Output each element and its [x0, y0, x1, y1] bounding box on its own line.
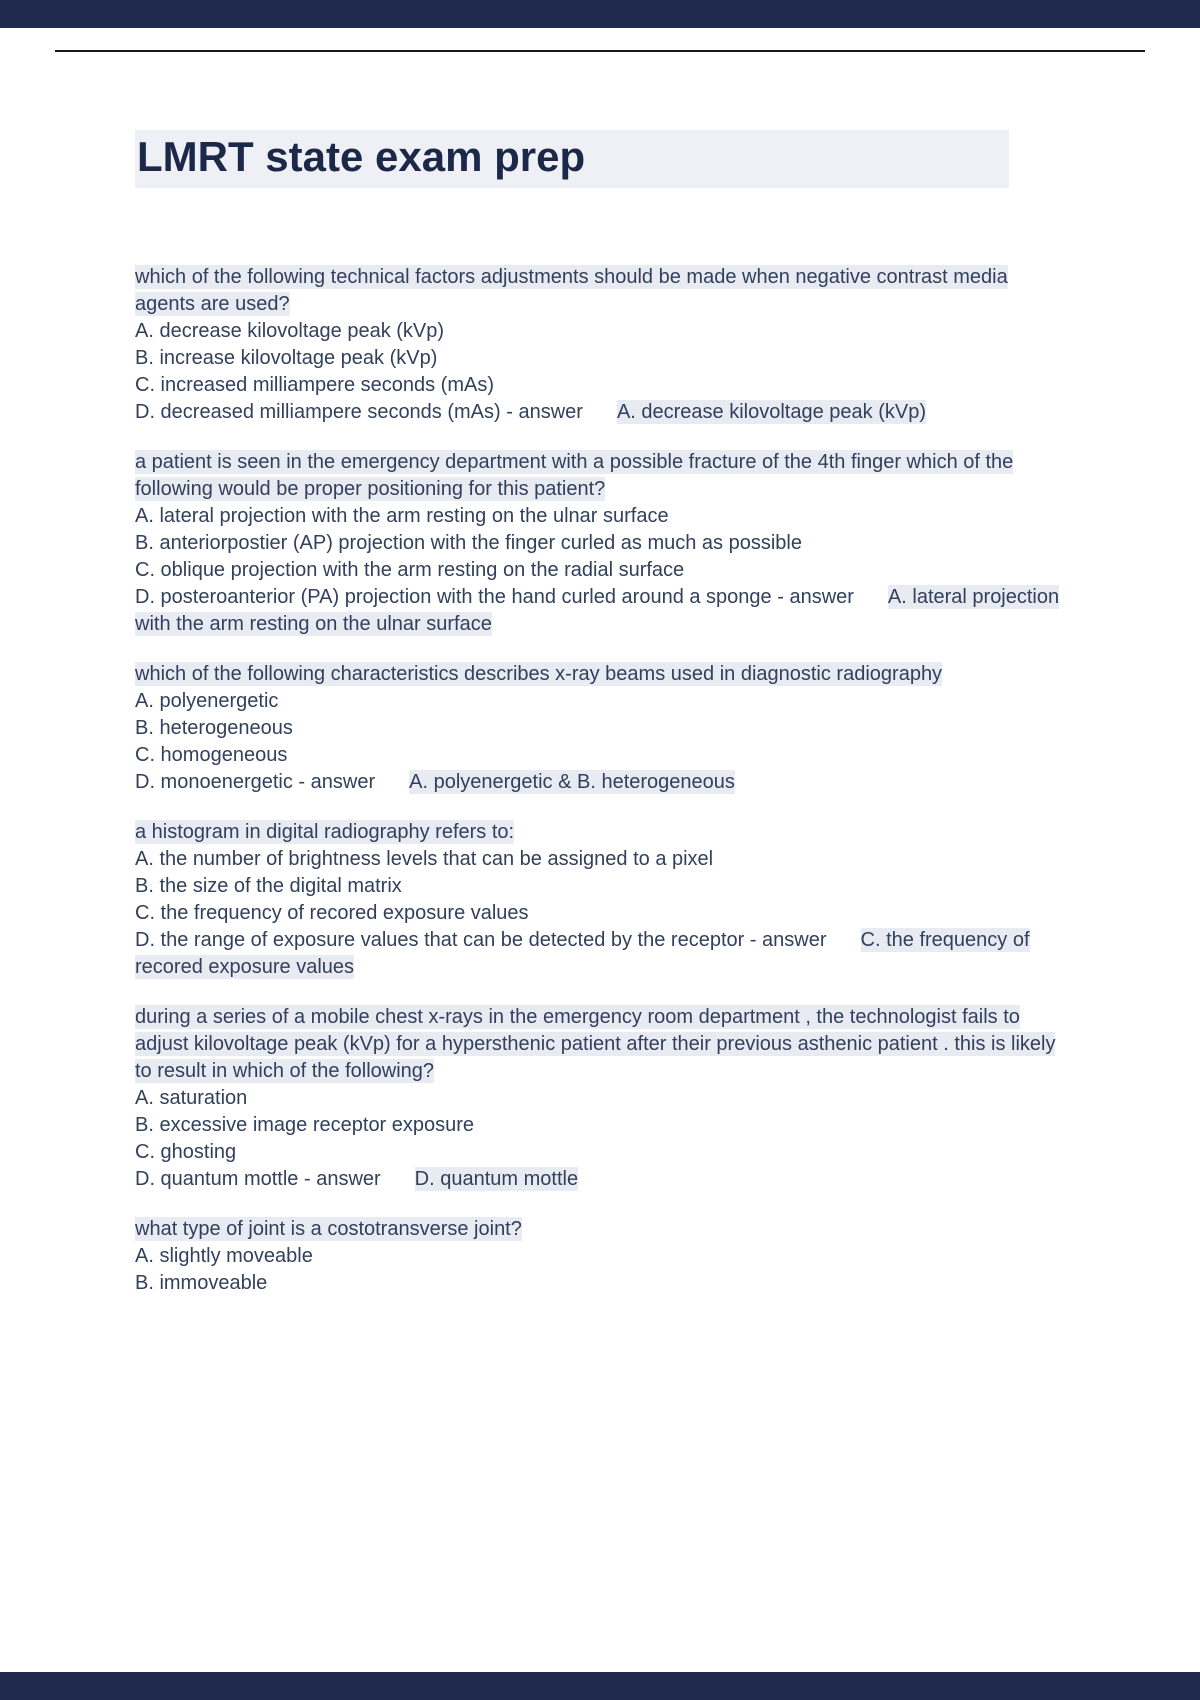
option-text: C. homogeneous [135, 744, 288, 767]
option-text: B. immoveable [135, 1272, 268, 1295]
option-text: D. decreased milliampere seconds (mAs) [135, 401, 501, 424]
option-line [135, 1243, 1067, 1270]
answer-label: - answer [744, 929, 827, 952]
option-text: C. the frequency of recored exposure values [135, 902, 529, 925]
option-line [135, 1139, 1067, 1166]
option-line [135, 584, 1067, 638]
option-line [135, 399, 1067, 426]
option-text: C. ghosting [135, 1141, 237, 1164]
option-line [135, 318, 1067, 345]
question-stem: a patient is seen in the emergency department with a possible fracture of the 4th finger which of the following would be proper positioning for this patient? [135, 451, 1014, 501]
option-text: C. oblique projection with the arm resting on the radial surface [135, 559, 685, 582]
option-line [135, 557, 1067, 584]
title-highlight [135, 130, 1009, 188]
option-text: D. quantum mottle [135, 1168, 299, 1191]
option-text: D. posteroanterior (PA) projection with the hand curled around a sponge [135, 586, 772, 609]
option-text: B. excessive image receptor exposure [135, 1114, 475, 1137]
option-text: B. anteriorpostier (AP) projection with the finger curled as much as possible [135, 532, 802, 555]
option-line [135, 715, 1067, 742]
option-text: A. saturation [135, 1087, 248, 1110]
question-block [135, 449, 1067, 638]
answer-label: - answer [298, 1168, 381, 1191]
option-line [135, 530, 1067, 557]
option-text: D. monoenergetic [135, 771, 293, 794]
question-stem: what type of joint is a costotransverse joint? [135, 1218, 522, 1241]
option-line [135, 688, 1067, 715]
option-line [135, 927, 1067, 981]
question-stem-line [135, 264, 1067, 318]
option-text: A. decrease kilovoltage peak (kVp) [135, 320, 445, 343]
answer-text: A. polyenergetic & B. heterogeneous [409, 771, 735, 794]
question-block [135, 1216, 1067, 1297]
option-line [135, 846, 1067, 873]
option-line [135, 345, 1067, 372]
answer-text: C. the frequency of recored exposure values [135, 929, 1030, 979]
question-stem: which of the following characteristics describes x-ray beams used in diagnostic radiography [135, 663, 943, 686]
answer-label: - answer [500, 401, 583, 424]
answer-text: D. quantum mottle [414, 1168, 579, 1191]
question-stem-line [135, 449, 1067, 503]
question-stem-line [135, 1004, 1067, 1085]
option-text: B. increase kilovoltage peak (kVp) [135, 347, 438, 370]
answer-text: A. decrease kilovoltage peak (kVp) [616, 401, 926, 424]
option-text: B. heterogeneous [135, 717, 293, 740]
page-content [135, 0, 1067, 1320]
question-stem-line [135, 819, 1067, 846]
answer-text: A. lateral projection with the arm resting on the ulnar surface [135, 586, 1060, 636]
question-stem: during a series of a mobile chest x-rays in the emergency room department , the technologist fails to adjust kilovoltage peak (kVp) for a hypersthenic patient after their previous asthenic patient . this is likely to result in which of the following? [135, 1006, 1056, 1083]
question-block [135, 661, 1067, 796]
option-text: A. slightly moveable [135, 1245, 313, 1268]
option-line [135, 769, 1067, 796]
answer-label: - answer [292, 771, 376, 794]
option-line [135, 503, 1067, 530]
question-stem-line [135, 1216, 1067, 1243]
option-line [135, 1112, 1067, 1139]
option-line [135, 372, 1067, 399]
question-block [135, 1004, 1067, 1193]
question-block [135, 264, 1067, 426]
question-stem: which of the following technical factors adjustments should be made when negative contrast media agents are used? [135, 266, 1008, 316]
option-text: A. polyenergetic [135, 690, 279, 713]
option-line [135, 1085, 1067, 1112]
question-stem: a histogram in digital radiography refers to: [135, 821, 515, 844]
option-text: B. the size of the digital matrix [135, 875, 402, 898]
option-line [135, 742, 1067, 769]
option-line [135, 900, 1067, 927]
option-text: C. increased milliampere seconds (mAs) [135, 374, 495, 397]
page-title: LMRT state exam prep [137, 133, 586, 180]
question-block [135, 819, 1067, 981]
option-text: A. lateral projection with the arm resting on the ulnar surface [135, 505, 669, 528]
option-text: A. the number of brightness levels that can be assigned to a pixel [135, 848, 714, 871]
option-line [135, 1270, 1067, 1297]
option-line [135, 1166, 1067, 1193]
answer-label: - answer [771, 586, 854, 609]
option-text: D. the range of exposure values that can be detected by the receptor [135, 929, 745, 952]
bottom-bar [0, 1672, 1200, 1700]
question-stem-line [135, 661, 1067, 688]
questions-container [135, 264, 1067, 1297]
option-line [135, 873, 1067, 900]
